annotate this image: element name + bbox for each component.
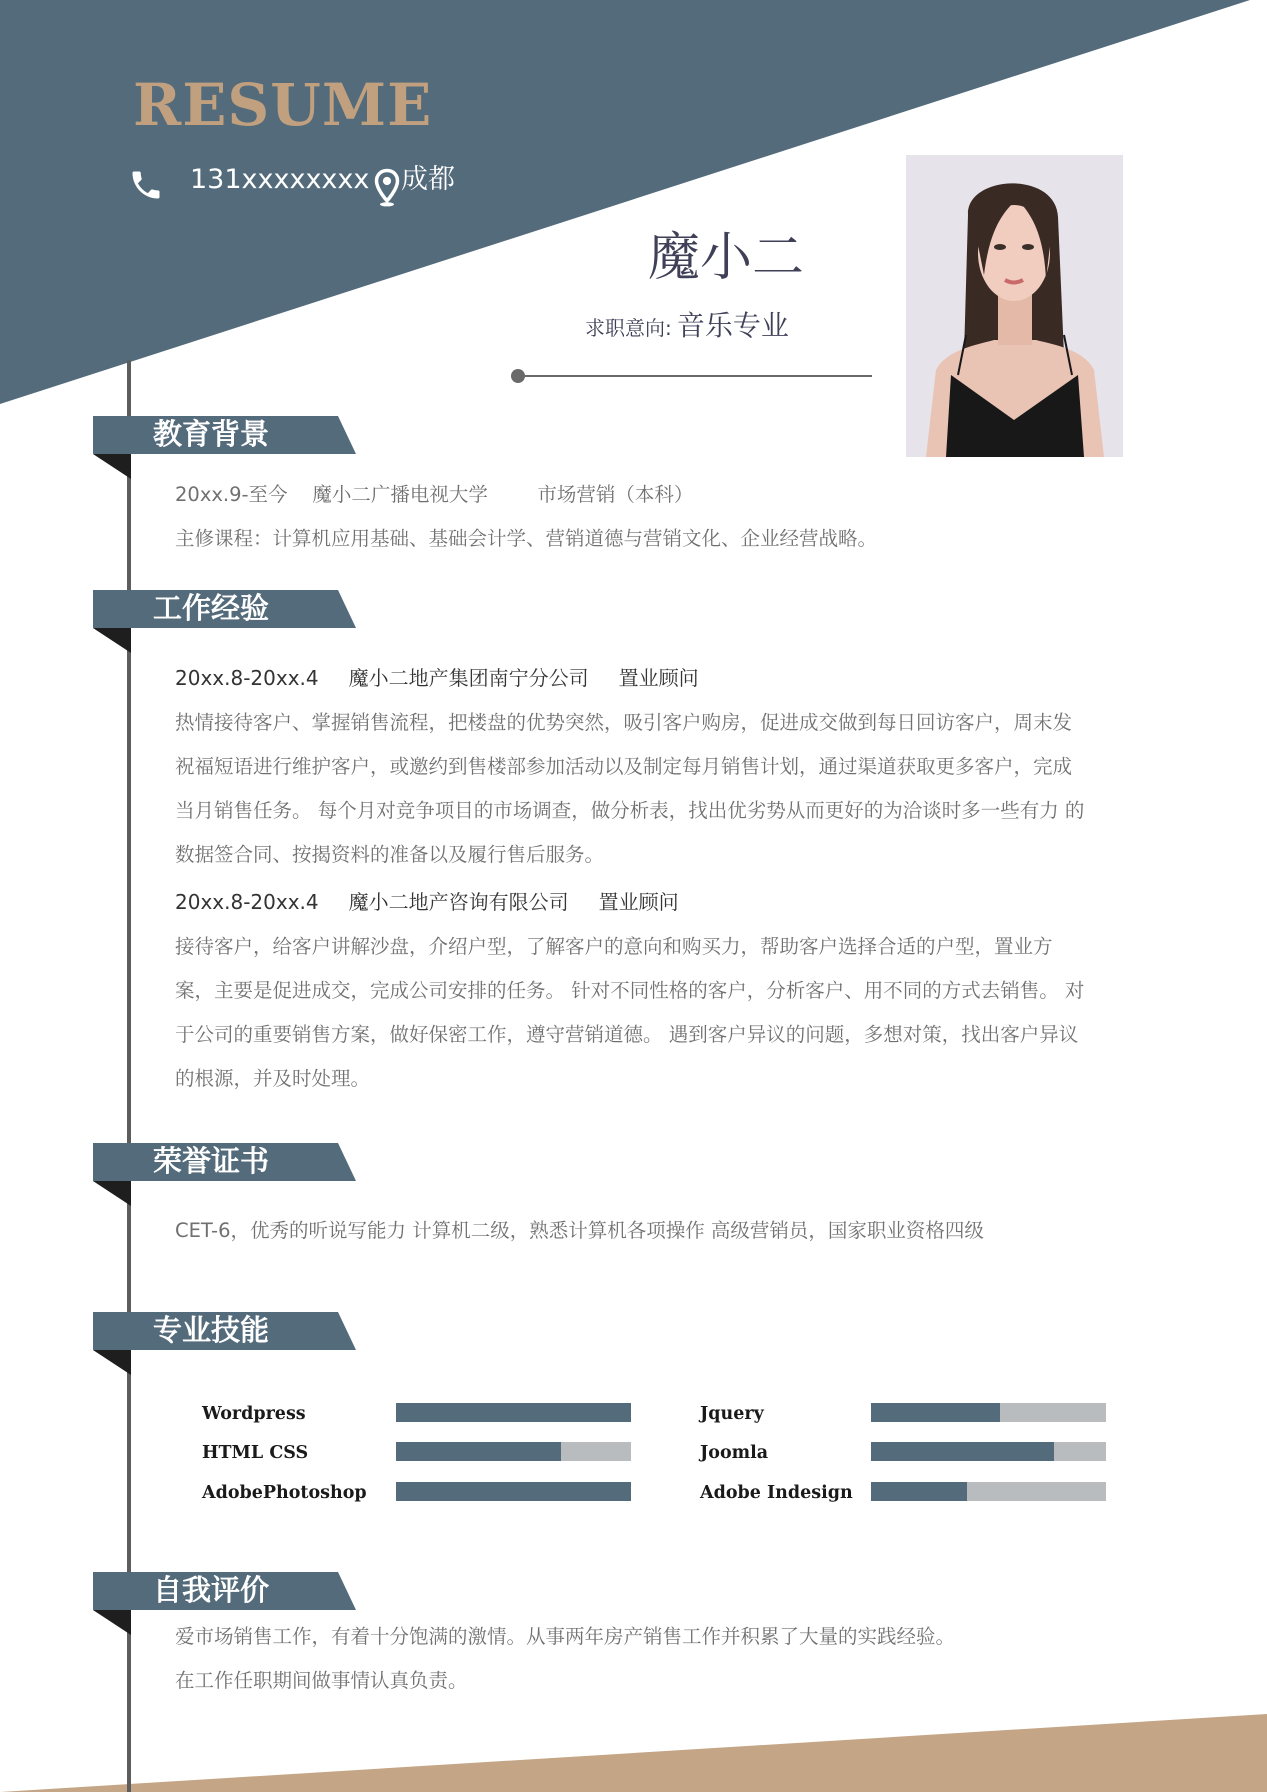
- self-eval-line: 在工作任职期间做事情认真负责。: [175, 1669, 468, 1692]
- skill-label: Joomla: [700, 1443, 769, 1463]
- resume-title: RESUME: [133, 71, 433, 139]
- job-desc-line: 祝福短语进行维护客户，或邀约到售楼部参加活动以及制定每月销售计划，通过渠道获取更多客户，完成: [175, 755, 1073, 778]
- self-eval-line: 爱市场销售工作，有着十分饱满的激情。从事两年房产销售工作并积累了大量的实践经验。: [175, 1625, 956, 1648]
- job-header: [175, 890, 709, 914]
- skill-bar-fill: [396, 1482, 631, 1501]
- skill-bar: [871, 1482, 1106, 1501]
- phone-icon: [128, 168, 168, 208]
- job-description: [175, 925, 1130, 1101]
- section-title-education: 教育背景: [153, 417, 270, 451]
- skill-bar-fill: [871, 1482, 967, 1501]
- honors-text: CET-6，优秀的听说写能力 计算机二级，熟悉计算机各项操作 高级营销员，国家职业资格四级: [175, 1219, 984, 1242]
- job-desc-line: 于公司的重要销售方案，做好保密工作，遵守营销道德。 遇到客户异议的问题，多想对策，找出客户异议: [175, 1023, 1079, 1046]
- skill-label: AdobePhotoshop: [202, 1483, 367, 1503]
- job-company: 魔小二地产咨询有限公司: [348, 890, 569, 914]
- candidate-name: 魔小二: [648, 228, 805, 288]
- job-period: 20xx.8-20xx.4: [175, 890, 319, 914]
- skill-label: Jquery: [700, 1404, 764, 1424]
- job-desc-line: 接待客户，给客户讲解沙盘，介绍户型，了解客户的意向和购买力，帮助客户选择合适的户型，置业方: [175, 935, 1053, 958]
- phone-number: 131xxxxxxxx: [190, 164, 370, 195]
- skill-bar-fill: [871, 1403, 1000, 1422]
- name-divider-dot: [511, 369, 525, 383]
- job-intent: [585, 309, 789, 342]
- job-period: 20xx.8-20xx.4: [175, 666, 319, 690]
- job-description: [175, 701, 1130, 877]
- skill-bar: [871, 1442, 1106, 1461]
- education-courses: 主修课程：计算机应用基础、基础会计学、营销道德与营销文化、企业经营战略。: [175, 527, 878, 550]
- skill-label: Adobe Indesign: [700, 1483, 853, 1503]
- job-position: 置业顾问: [598, 890, 679, 914]
- job-desc-line: 的根源，并及时处理。: [175, 1067, 371, 1090]
- job-desc-line: 当月销售任务。 每个月对竞争项目的市场调查，做分析表，找出优劣势从而更好的为洽谈时多一些有力 的: [175, 799, 1085, 822]
- job-position: 置业顾问: [618, 666, 699, 690]
- job-intent-label: 求职意向:: [585, 316, 672, 340]
- job-company: 魔小二地产集团南宁分公司: [348, 666, 589, 690]
- skill-bar: [871, 1403, 1106, 1422]
- skill-bar-fill: [871, 1442, 1054, 1461]
- job-desc-line: 数据签合同、按揭资料的准备以及履行售后服务。: [175, 843, 605, 866]
- location-text: 成都: [401, 164, 455, 195]
- skill-bar-fill: [396, 1403, 631, 1422]
- job-desc-line: 案，主要是促进成交，完成公司安排的任务。 针对不同性格的客户，分析客户、用不同的方式去销售。 对: [175, 979, 1085, 1002]
- skill-bar: [396, 1442, 631, 1461]
- section-title-honors: 荣誉证书: [153, 1144, 270, 1178]
- skill-bar: [396, 1482, 631, 1501]
- education-line: 20xx.9-至今 魔小二广播电视大学 市场营销（本科）: [175, 483, 694, 506]
- skill-bar-fill: [396, 1442, 561, 1461]
- section-title-self: 自我评价: [153, 1573, 270, 1607]
- profile-photo: [906, 155, 1123, 457]
- section-title-skills: 专业技能: [153, 1313, 270, 1347]
- skill-label: HTML CSS: [202, 1443, 309, 1463]
- job-header: [175, 666, 729, 690]
- location-icon: [373, 168, 401, 208]
- job-desc-line: 热情接待客户、掌握销售流程，把楼盘的优势突然，吸引客户购房，促进成交做到每日回访客户，周末发: [175, 711, 1073, 734]
- skill-label: Wordpress: [202, 1404, 306, 1424]
- job-intent-value: 音乐专业: [676, 309, 789, 342]
- section-title-work: 工作经验: [153, 591, 270, 625]
- footer-tan-band: [0, 1714, 1267, 1792]
- skill-bar: [396, 1403, 631, 1422]
